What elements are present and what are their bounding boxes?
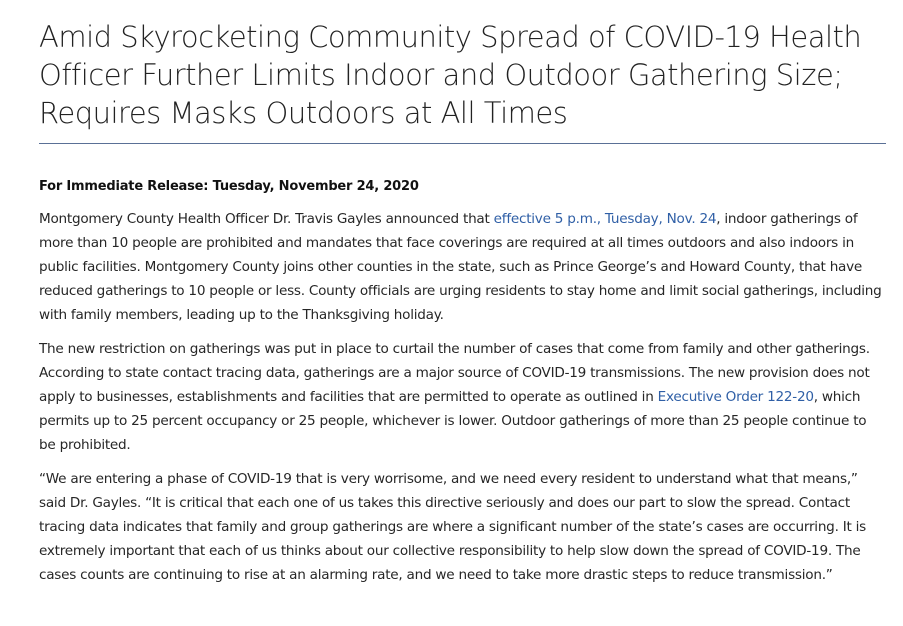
paragraph-2	[39, 337, 886, 457]
paragraph-1-text-start: Montgomery County Health Officer Dr. Travis Gayles announced that	[39, 211, 494, 227]
release-date-line: For Immediate Release: Tuesday, November 24, 2020	[39, 179, 419, 194]
paragraph-2-text-end: , which permits up to 25 percent occupancy or 25 people, whichever is lower. Outdoor gatherings of more than 25 people continue to be prohibited.	[39, 389, 867, 453]
title-divider	[39, 143, 886, 144]
paragraph-1	[39, 207, 886, 327]
press-release	[39, 18, 886, 587]
page-title: Amid Skyrocketing Community Spread of COVID-19 Health Officer Further Limits Indoor and Outdoor Gathering Size; Requires Masks Outdoors at All Times	[39, 20, 862, 130]
executive-order-link[interactable]: Executive Order 122-20	[657, 389, 814, 405]
paragraph-3-quote: “We are entering a phase of COVID-19 that is very worrisome, and we need every resident to understand what that means,” said Dr. Gayles. “It is critical that each one of us takes this directive seriously and does our part to slow the spread. Contact tracing data indicates that family and group gatherings are where a significant number of the state’s cases are occurring. It is extremely important that each of us thinks about our collective responsibility to help slow down the spread of COVID-19. The cases counts are continuing to rise at an alarming rate, and we need to take more drastic steps to reduce transmission.”	[39, 471, 866, 583]
paragraph-1-text-end: , indoor gatherings of more than 10 people are prohibited and mandates that face coverings are required at all times outdoors and also indoors in public facilities. Montgomery County joins other counties in the state, such as Prince George’s and Howard County, that have reduced gatherings to 10 people or less. County officials are urging residents to stay home and limit social gatherings, including with family members, leading up to the Thanksgiving holiday.	[39, 211, 882, 323]
effective-date-link[interactable]: effective 5 p.m., Tuesday, Nov. 24	[493, 211, 717, 227]
paragraph-2-text-start: The new restriction on gatherings was put in place to curtail the number of cases that come from family and other gatherings. According to state contact tracing data, gatherings are a major source of COVID-19 transmissions. The new provision does not apply to businesses, establishments and facilities that are permitted to operate as outlined in	[39, 341, 870, 405]
